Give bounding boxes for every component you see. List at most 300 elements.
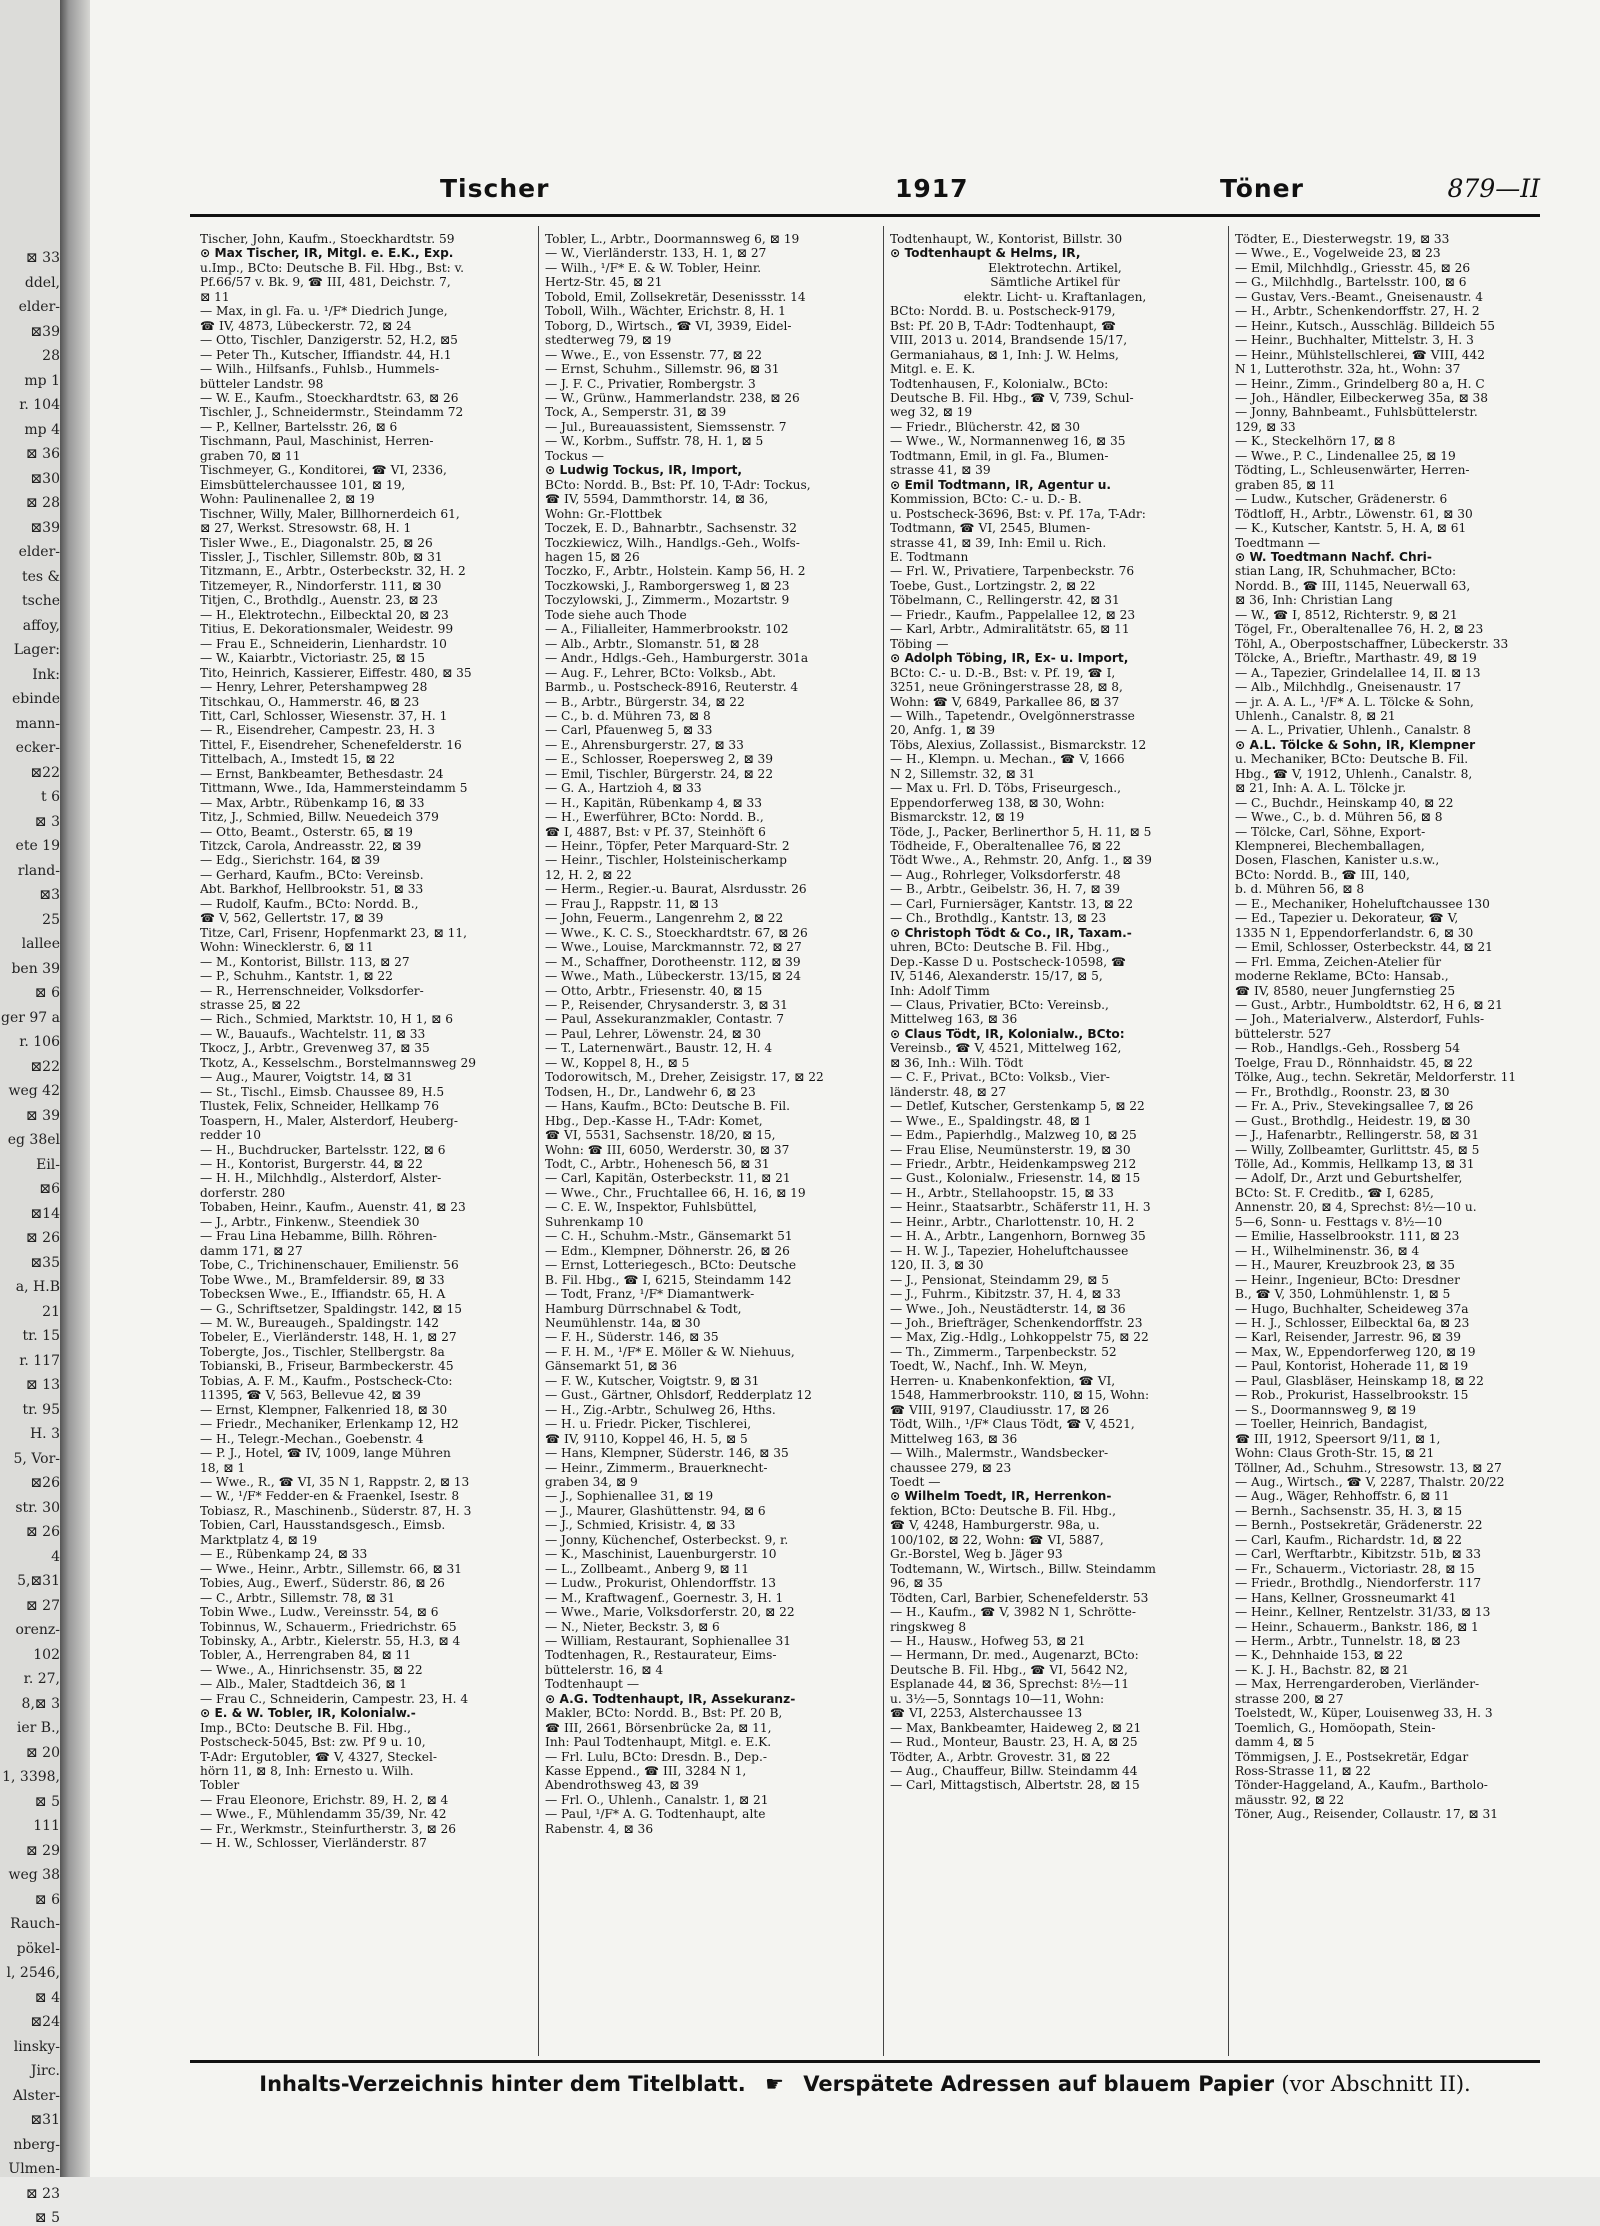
directory-entry: Abt. Barkhof, Hellbrookstr. 51, ⊠ 33 bbox=[200, 882, 424, 897]
directory-entry: — H., Maurer, Kreuzbrook 23, ⊠ 35 bbox=[1235, 1258, 1456, 1273]
directory-entry: Tittel, F., Eisendreher, Schenefelderstr. 16 bbox=[200, 737, 462, 752]
directory-entry: BCto: Nordd. B., ☎ III, 140, bbox=[1235, 867, 1410, 882]
directory-entry: — E., Ahrensburgerstr. 27, ⊠ 33 bbox=[545, 737, 744, 752]
directory-entry: — Wwe., C., b. d. Mühren 56, ⊠ 8 bbox=[1235, 810, 1443, 825]
directory-entry: 1548, Hammerbrookstr. 110, ⊠ 15, Wohn: bbox=[890, 1388, 1150, 1403]
directory-entry: Gänsemarkt 51, ⊠ 36 bbox=[545, 1359, 677, 1374]
column-3 bbox=[890, 232, 1220, 1793]
directory-entry: — H. A., Arbtr., Langenhorn, Bornweg 35 bbox=[890, 1229, 1146, 1244]
directory-entry: Todtmann, Emil, in gl. Fa., Blumen- bbox=[890, 448, 1109, 463]
margin-fragment: tr. 95 bbox=[22, 1401, 60, 1418]
directory-entry: — F. H., Süderstr. 146, ⊠ 35 bbox=[545, 1330, 719, 1345]
margin-fragment: tsche bbox=[22, 593, 60, 609]
directory-entry: Nordd. B., ☎ III, 1145, Neuerwall 63, bbox=[1235, 578, 1471, 593]
margin-fragment: 25 bbox=[42, 911, 60, 928]
directory-entry: stian Lang, IR, Schuhmacher, BCto: bbox=[1235, 564, 1457, 579]
directory-entry: — Wwe., A., Hinrichsenstr. 35, ⊠ 22 bbox=[200, 1662, 423, 1677]
margin-fragment: mp 4 bbox=[24, 421, 60, 438]
pointing-hand-icon: ☛ bbox=[765, 2072, 784, 2096]
header-last-name: Töner bbox=[1220, 174, 1304, 203]
directory-entry: Tobler, A., Herrengraben 84, ⊠ 11 bbox=[200, 1648, 412, 1663]
directory-entry: strasse 41, ⊠ 39 bbox=[890, 463, 991, 478]
directory-entry: — Jul., Bureauassistent, Siemssenstr. 7 bbox=[545, 419, 787, 434]
margin-fragment: ⊠ 6 bbox=[34, 985, 60, 1001]
directory-entry: Toczkowski, J., Ramborgersweg 1, ⊠ 23 bbox=[545, 578, 790, 593]
directory-entry: Tittelbach, A., Imstedt 15, ⊠ 22 bbox=[200, 752, 396, 767]
directory-entry: — H. H., Milchhdlg., Alsterdorf, Alster- bbox=[200, 1171, 442, 1186]
directory-entry: — Heinr., Ingenieur, BCto: Dresdner bbox=[1235, 1272, 1460, 1287]
directory-entry: Dep.-Kasse D u. Postscheck-10598, ☎ bbox=[890, 954, 1127, 969]
margin-fragment: ⊠24 bbox=[30, 2014, 60, 2030]
directory-entry: Eimsbüttelerchaussee 101, ⊠ 19, bbox=[200, 477, 406, 492]
directory-entry: — G. A., Hartzioh 4, ⊠ 33 bbox=[545, 781, 702, 796]
directory-entry: — Otto, Arbtr., Friesenstr. 40, ⊠ 15 bbox=[545, 983, 763, 998]
directory-entry: Hbg., ☎ V, 1912, Uhlenh., Canalstr. 8, bbox=[1235, 766, 1473, 781]
directory-entry: — C., Buchdr., Heinskamp 40, ⊠ 22 bbox=[1235, 795, 1454, 810]
directory-entry: u. 3½—5, Sonntags 10—11, Wohn: bbox=[890, 1691, 1105, 1706]
margin-fragment: ger 97 a bbox=[0, 1009, 60, 1026]
directory-entry: BCto: Nordd. B. u. Postscheck-9179, bbox=[890, 304, 1116, 319]
directory-entry: — N., Nieter, Beckstr. 3, ⊠ 6 bbox=[545, 1619, 720, 1634]
directory-entry: Inh: Paul Todtenhaupt, Mitgl. e. E.K. bbox=[545, 1735, 772, 1750]
directory-entry: — P., Reisender, Chrysanderstr. 3, ⊠ 31 bbox=[545, 998, 788, 1013]
directory-entry: Todtenhagen, R., Restaurateur, Eims- bbox=[545, 1648, 777, 1663]
directory-entry: Tobeler, E., Vierländerstr. 148, H. 1, ⊠ 27 bbox=[200, 1330, 457, 1345]
directory-entry: Titt, Carl, Schlosser, Wiesenstr. 37, H. 1 bbox=[200, 708, 448, 723]
directory-entry: — Herm., Regier.-u. Baurat, Alsrdusstr. 26 bbox=[545, 882, 807, 897]
directory-entry: Tobaben, Heinr., Kaufm., Auenstr. 41, ⊠ 23 bbox=[200, 1200, 466, 1215]
margin-fragment: ⊠ 26 bbox=[26, 1230, 60, 1246]
directory-entry: — Max u. Frl. D. Töbs, Friseurgesch., bbox=[890, 781, 1121, 796]
directory-entry: Mittelweg 163, ⊠ 36 bbox=[890, 1012, 1018, 1027]
directory-entry: — Ernst, Klempner, Falkenried 18, ⊠ 30 bbox=[200, 1402, 448, 1417]
directory-entry: — Friedr., Kaufm., Pappelallee 12, ⊠ 23 bbox=[890, 607, 1136, 622]
directory-entry: — Rudolf, Kaufm., BCto: Nordd. B., bbox=[200, 896, 419, 911]
directory-entry: Tobien, Carl, Hausstandsgesch., Eimsb. bbox=[200, 1518, 446, 1533]
directory-entry: — H., Wilhelminenstr. 36, ⊠ 4 bbox=[1235, 1243, 1420, 1258]
directory-entry: Tischler, J., Schneidermstr., Steindamm 72 bbox=[200, 405, 464, 420]
directory-entry: — Alb., Milchhdlg., Gneisenaustr. 17 bbox=[1235, 680, 1462, 695]
directory-entry: — W., Bauaufs., Wachtelstr. 11, ⊠ 33 bbox=[200, 1026, 426, 1041]
margin-fragment: H. 3 bbox=[29, 1426, 60, 1442]
margin-fragment: tes & bbox=[21, 568, 60, 585]
directory-entry: — H., Arbtr., Schenkendorffstr. 27, H. 2 bbox=[1235, 304, 1480, 319]
directory-entry: Eppendorferweg 138, ⊠ 30, Wohn: bbox=[890, 795, 1105, 810]
directory-entry: — A., Tapezier, Grindelallee 14, II. ⊠ 13 bbox=[1235, 665, 1481, 680]
column-1 bbox=[200, 232, 530, 1851]
directory-entry: — M. W., Bureaugeh., Spaldingstr. 142 bbox=[200, 1315, 440, 1330]
margin-fragment: elder- bbox=[18, 299, 60, 315]
margin-fragment: weg 38 bbox=[8, 1867, 60, 1883]
directory-entry: Toedt, W., Nachf., Inh. W. Meyn, bbox=[890, 1359, 1088, 1374]
directory-entry: Töbs, Alexius, Zollassist., Bismarckstr. 12 bbox=[890, 737, 1147, 752]
directory-entry: Abendrothsweg 43, ⊠ 39 bbox=[545, 1778, 699, 1793]
directory-entry: ⊙ Christoph Tödt & Co., IR, Taxam.- bbox=[890, 925, 1132, 940]
directory-entry: — Gust., Gärtner, Ohlsdorf, Redderplatz 12 bbox=[545, 1388, 812, 1403]
directory-entry: — Heinr., Arbtr., Charlottenstr. 10, H. 2 bbox=[890, 1214, 1135, 1229]
directory-entry: — B., Arbtr., Bürgerstr. 34, ⊠ 22 bbox=[545, 694, 745, 709]
directory-entry: uhren, BCto: Deutsche B. Fil. Hbg., bbox=[890, 940, 1110, 955]
directory-entry: strasse 41, ⊠ 39, Inh: Emil u. Rich. bbox=[890, 535, 1107, 550]
directory-entry: — A., Filialleiter, Hammerbrookstr. 102 bbox=[545, 622, 789, 637]
directory-entry: — Peter Th., Kutscher, Iffiandstr. 44, H.1 bbox=[200, 347, 452, 362]
directory-entry: Titschkau, O., Hammerstr. 46, ⊠ 23 bbox=[200, 694, 420, 709]
directory-entry: VIII, 2013 u. 2014, Brandsende 15/17, bbox=[890, 333, 1128, 348]
directory-entry: — J., Maurer, Glashüttenstr. 94, ⊠ 6 bbox=[545, 1503, 766, 1518]
directory-entry: Toebe, Gust., Lortzingstr. 2, ⊠ 22 bbox=[890, 578, 1096, 593]
margin-fragment: l, 2546, bbox=[6, 1965, 60, 1981]
directory-entry: — K., Maschinist, Lauenburgerstr. 10 bbox=[545, 1547, 777, 1562]
directory-entry: — Wilh., ¹/F* E. & W. Tobler, Heinr. bbox=[545, 260, 762, 275]
directory-entry: Tischner, Willy, Maler, Billhornerdeich 61, bbox=[200, 506, 460, 521]
directory-entry: — H., Ewerführer, BCto: Nordd. B., bbox=[545, 810, 764, 825]
margin-fragment: ⊠ 3 bbox=[34, 813, 60, 830]
directory-entry: — Emil, Tischler, Bürgerstr. 24, ⊠ 22 bbox=[545, 766, 774, 781]
directory-entry: N 2, Sillemstr. 32, ⊠ 31 bbox=[890, 766, 1036, 781]
directory-entry: — Heinr., Staatsarbtr., Schäferstr 11, H. 3 bbox=[890, 1200, 1151, 1215]
directory-entry: — Wwe., E., von Essenstr. 77, ⊠ 22 bbox=[545, 347, 763, 362]
directory-entry: — Aug., Maurer, Voigtstr. 14, ⊠ 31 bbox=[200, 1070, 413, 1085]
directory-entry: — Fr., Schauerm., Victoriastr. 28, ⊠ 15 bbox=[1235, 1561, 1475, 1576]
directory-entry: Hamburg Dürrschnabel & Todt, bbox=[545, 1301, 742, 1316]
directory-entry: Toczek, E. D., Bahnarbtr., Sachsenstr. 32 bbox=[545, 521, 798, 536]
directory-entry: Töllner, Ad., Schuhm., Stresowstr. 13, ⊠ 27 bbox=[1235, 1460, 1502, 1475]
directory-entry: — R., Herrenschneider, Volksdorfer- bbox=[200, 983, 424, 998]
directory-entry: — S., Doormannsweg 9, ⊠ 19 bbox=[1235, 1402, 1417, 1417]
margin-fragment: weg 42 bbox=[8, 1083, 60, 1099]
directory-entry: — J., Arbtr., Finkenw., Steendiek 30 bbox=[200, 1214, 420, 1229]
directory-entry: Tischmann, Paul, Maschinist, Herren- bbox=[200, 434, 434, 449]
directory-entry: — Todt, Franz, ¹/F* Diamantwerk- bbox=[545, 1287, 755, 1302]
directory-entry: ⊙ Max Tischer, IR, Mitgl. e. E.K., Exp. bbox=[200, 246, 454, 261]
margin-fragment: r. 104 bbox=[19, 397, 60, 413]
directory-entry: Töhl, A., Oberpostschaffner, Lübeckerstr. 33 bbox=[1235, 636, 1509, 651]
directory-entry: Herren- u. Knabenkonfektion, ☎ VI, bbox=[890, 1373, 1116, 1388]
directory-entry: — K., Steckelhörn 17, ⊠ 8 bbox=[1235, 434, 1396, 449]
directory-entry: — Wwe., Heinr., Arbtr., Sillemstr. 66, ⊠ 31 bbox=[200, 1561, 463, 1576]
margin-fragment: 102 bbox=[33, 1646, 60, 1663]
directory-entry: — J., Sophienallee 31, ⊠ 19 bbox=[545, 1489, 714, 1504]
directory-entry: — H., Kaufm., ☎ V, 3982 N 1, Schrötte- bbox=[890, 1605, 1136, 1620]
directory-entry: — M., Kraftwagenf., Goernestr. 3, H. 1 bbox=[545, 1590, 784, 1605]
directory-entry: Tödting, L., Schleusenwärter, Herren- bbox=[1235, 463, 1470, 478]
directory-entry: — Jonny, Bahnbeamt., Fuhlsbüttelerstr. bbox=[1235, 405, 1478, 420]
directory-entry: — Carl, Werftarbtr., Kibitzstr. 51b, ⊠ 33 bbox=[1235, 1547, 1482, 1562]
directory-entry: — Herm., Arbtr., Tunnelstr. 18, ⊠ 23 bbox=[1235, 1633, 1461, 1648]
footer-index-note: Inhalts-Verzeichnis hinter dem Titelblatt. bbox=[259, 2072, 746, 2096]
directory-entry: — Paul, Kontorist, Hoheradе 11, ⊠ 19 bbox=[1235, 1359, 1469, 1374]
directory-entry: — J., Schmied, Krisistr. 4, ⊠ 33 bbox=[545, 1518, 736, 1533]
directory-entry: Töbing — bbox=[890, 636, 949, 651]
directory-entry: — Aug., Chauffeur, Billw. Steindamm 44 bbox=[890, 1764, 1138, 1779]
directory-entry: — Heinr., Zimm., Grindelberg 80 a, H. C bbox=[1235, 376, 1485, 391]
directory-entry: — Paul, Glasbläser, Heinskamp 18, ⊠ 22 bbox=[1235, 1373, 1484, 1388]
directory-entry: — Gerhard, Kaufm., BCto: Vereinsb. bbox=[200, 867, 424, 882]
margin-fragment: ⊠ 5 bbox=[34, 1793, 60, 1810]
directory-entry: — Th., Zimmerm., Tarpenbeckstr. 52 bbox=[890, 1344, 1117, 1359]
directory-entry: — Rich., Schmied, Marktstr. 10, H 1, ⊠ 6 bbox=[200, 1012, 454, 1027]
directory-entry: — H. W., Schlosser, Vierländerstr. 87 bbox=[200, 1836, 427, 1851]
directory-entry: Tobler, L., Arbtr., Doormannsweg 6, ⊠ 19 bbox=[545, 232, 800, 246]
directory-entry: — Wilh., Tapetendr., Ovelgönnerstrasse bbox=[890, 708, 1135, 723]
directory-entry: — C. E. W., Inspektor, Fuhlsbüttel, bbox=[545, 1200, 757, 1215]
directory-entry: B., ☎ V, 350, Lohmühlenstr. 1, ⊠ 5 bbox=[1235, 1287, 1451, 1302]
directory-entry: — Carl, Pfauenweg 5, ⊠ 33 bbox=[545, 723, 713, 738]
directory-entry: Dosen, Flaschen, Kanister u.s.w., bbox=[1235, 853, 1440, 868]
directory-entry: — C., b. d. Mühren 73, ⊠ 8 bbox=[545, 708, 711, 723]
directory-entry: Titius, E. Dekorationsmaler, Weidestr. 99 bbox=[200, 622, 454, 637]
directory-entry: Tödter, A., Arbtr. Grovestr. 31, ⊠ 22 bbox=[890, 1749, 1111, 1764]
directory-entry: — J., Hafenarbtr., Rellingerstr. 58, ⊠ 31 bbox=[1235, 1128, 1479, 1143]
directory-entry: ringskweg 8 bbox=[890, 1619, 967, 1634]
directory-entry: — Ch., Brothdlg., Kantstr. 13, ⊠ 23 bbox=[890, 911, 1107, 926]
directory-entry: — Frl. O., Uhlenh., Canalstr. 1, ⊠ 21 bbox=[545, 1792, 769, 1807]
directory-entry: — Friedr., Arbtr., Heidenkampsweg 212 bbox=[890, 1157, 1137, 1171]
directory-entry: ⊙ Adolph Töbing, IR, Ex- u. Import, bbox=[890, 651, 1129, 666]
directory-entry: — H., Hausw., Hofweg 53, ⊠ 21 bbox=[890, 1633, 1086, 1648]
margin-fragment: Jirc. bbox=[30, 2063, 60, 2079]
directory-entry: — J. F. C., Privatier, Rombergstr. 3 bbox=[545, 376, 756, 391]
margin-fragment: ⊠ 28 bbox=[26, 495, 60, 511]
directory-entry: moderne Reklame, BCto: Hansab., bbox=[1235, 969, 1449, 984]
directory-entry: 5—6, Sonn- u. Festtags v. 8½—10 bbox=[1235, 1214, 1443, 1229]
directory-entry: — T., Laternenwärt., Baustr. 12, H. 4 bbox=[545, 1041, 773, 1056]
directory-entry: — H. W. J., Tapezier, Hoheluftchaussee bbox=[890, 1243, 1129, 1258]
directory-entry: — Hugo, Buchhalter, Scheideweg 37a bbox=[1235, 1301, 1469, 1316]
margin-fragment: Ink: bbox=[32, 666, 60, 683]
directory-entry: — H., Klempn. u. Mechan., ☎ V, 1666 bbox=[890, 752, 1125, 767]
directory-entry: Todtemann, W., Wirtsch., Billw. Steindamm bbox=[890, 1561, 1156, 1576]
directory-entry: Postscheck-5045, Bst: zw. Pf 9 u. 10, bbox=[200, 1735, 426, 1750]
directory-entry: Tockus — bbox=[545, 448, 604, 463]
directory-entry: Töde, J., Packer, Berlinerthor 5, H. 11, ⊠ 5 bbox=[890, 824, 1152, 839]
margin-fragment: r. 117 bbox=[19, 1352, 60, 1369]
directory-entry: Toczkiewicz, Wilh., Handlgs.-Geh., Wolfs- bbox=[545, 535, 800, 550]
directory-entry: graben 70, ⊠ 11 bbox=[200, 448, 301, 463]
directory-entry: Tölke, Aug., techn. Sekretär, Meldorferstr. 11 bbox=[1235, 1070, 1517, 1085]
directory-entry: Tobinsky, A., Arbtr., Kielerstr. 55, H.3, ⊠ 4 bbox=[200, 1633, 461, 1648]
directory-entry: — K., Dehnhaide 153, ⊠ 22 bbox=[1235, 1648, 1403, 1663]
page-footer bbox=[190, 2072, 1540, 2096]
directory-entry: ⊠ 27, Werkst. Stresowstr. 68, H. 1 bbox=[200, 521, 412, 536]
footer-section-note: (vor Abschnitt II). bbox=[1281, 2072, 1471, 2096]
directory-entry: 120, II. 3, ⊠ 30 bbox=[890, 1258, 984, 1273]
directory-entry: Wohn: Gr.-Flottbek bbox=[545, 506, 662, 521]
directory-entry: — Fr. A., Priv., Stevekingsallee 7, ⊠ 26 bbox=[1235, 1099, 1474, 1114]
directory-entry: ⊙ A.L. Tölcke & Sohn, IR, Klempner bbox=[1235, 737, 1476, 752]
directory-entry: ☎ III, 1912, Speersort 9/11, ⊠ 1, bbox=[1235, 1431, 1441, 1446]
directory-entry: Tödt Wwe., A., Rehmstr. 20, Anfg. 1., ⊠ 39 bbox=[890, 853, 1152, 868]
directory-entry: — Ed., Tapezier u. Dekorateur, ☎ V, bbox=[1235, 911, 1459, 926]
directory-entry: — Karl, Arbtr., Admiralitätstr. 65, ⊠ 11 bbox=[890, 622, 1130, 637]
directory-entry: — Frau Eleonore, Erichstr. 89, H. 2, ⊠ 4 bbox=[200, 1792, 449, 1807]
directory-entry: N 1, Lutterothstr. 32a, ht., Wohn: 37 bbox=[1235, 362, 1461, 377]
directory-entry: Elektrotechn. Artikel, bbox=[988, 260, 1122, 275]
directory-entry: — Wwe., Math., Lübeckerstr. 13/15, ⊠ 24 bbox=[545, 969, 802, 984]
directory-entry: ☎ I, 4887, Bst: v Pf. 37, Steinhöft 6 bbox=[545, 824, 766, 839]
directory-entry: Tobias, A. F. M., Kaufm., Postscheck-Cto: bbox=[200, 1373, 453, 1388]
directory-entry: ☎ IV, 4873, Lübeckerstr. 72, ⊠ 24 bbox=[200, 318, 412, 333]
directory-entry: — Aug., Rohrleger, Volksdorferstr. 48 bbox=[890, 867, 1121, 882]
directory-entry: — Andr., Hdlgs.-Geh., Hamburgerstr. 301a bbox=[545, 651, 809, 666]
directory-entry: — P., Schuhm., Kantstr. 1, ⊠ 22 bbox=[200, 969, 393, 984]
directory-entry: — Jonny, Küchenchef, Osterbeckst. 9, r. bbox=[545, 1532, 789, 1547]
directory-entry: — Frl. W., Privatiere, Tarpenbeckstr. 76 bbox=[890, 564, 1135, 579]
directory-entry: — Wwe., F., Mühlendamm 35/39, Nr. 42 bbox=[200, 1807, 447, 1822]
directory-entry: Imp., BCto: Deutsche B. Fil. Hbg., bbox=[200, 1720, 411, 1735]
directory-entry: b. d. Mühren 56, ⊠ 8 bbox=[1235, 882, 1365, 897]
directory-entry: — Frau Elise, Neumünsterstr. 19, ⊠ 30 bbox=[890, 1142, 1131, 1157]
directory-entry: Tobe, C., Trichinenschauer, Emilienstr. 56 bbox=[200, 1258, 459, 1273]
margin-fragment: pökel- bbox=[16, 1940, 60, 1957]
directory-entry: Tittmann, Wwe., Ida, Hammersteindamm 5 bbox=[200, 781, 468, 796]
directory-entry: — Edm., Papierhdlg., Malzweg 10, ⊠ 25 bbox=[890, 1128, 1137, 1143]
directory-entry: — Ernst, Bankbeamter, Bethesdastr. 24 bbox=[200, 766, 444, 781]
directory-entry: — Emilie, Hasselbrookstr. 111, ⊠ 23 bbox=[1235, 1229, 1460, 1244]
directory-entry: — Frl. Lulu, BCto: Dresdn. B., Dep.- bbox=[545, 1749, 767, 1764]
directory-entry: 1335 N 1, Eppendorferlandstr. 6, ⊠ 30 bbox=[1235, 925, 1474, 940]
directory-page bbox=[90, 0, 1600, 2177]
directory-entry: — Max, in gl. Fa. u. ¹/F* Diedrich Junge, bbox=[200, 304, 448, 319]
directory-entry: Titzemeyer, R., Nindorferstr. 111, ⊠ 30 bbox=[200, 578, 442, 593]
margin-fragment: Ulmen- bbox=[8, 2161, 60, 2177]
directory-entry: — Rud., Monteur, Baustr. 23, H. A, ⊠ 25 bbox=[890, 1735, 1138, 1750]
margin-fragment: ⊠39 bbox=[30, 519, 60, 536]
directory-entry: Wohn: Claus Groth-Str. 15, ⊠ 21 bbox=[1235, 1446, 1435, 1461]
margin-fragment: ⊠ 36 bbox=[26, 446, 60, 462]
directory-entry: damm 171, ⊠ 27 bbox=[200, 1243, 303, 1258]
directory-entry: 129, ⊠ 33 bbox=[1235, 419, 1296, 434]
directory-entry: graben 85, ⊠ 11 bbox=[1235, 477, 1336, 492]
directory-entry: ⊙ Wilhelm Toedt, IR, Herrenkon- bbox=[890, 1489, 1112, 1504]
directory-entry: — Fr., Brothdlg., Roonstr. 23, ⊠ 30 bbox=[1235, 1084, 1450, 1099]
directory-entry: Todsen, H., Dr., Landwehr 6, ⊠ 23 bbox=[545, 1084, 756, 1099]
directory-entry: Tödten, Carl, Barbier, Schenefelderstr. 53 bbox=[890, 1590, 1149, 1605]
directory-entry: BCto: St. F. Creditb., ☎ I, 6285, bbox=[1235, 1185, 1434, 1200]
directory-entry: Toedt — bbox=[890, 1474, 941, 1489]
directory-entry: — H. J., Schlosser, Eilbecktal 6a, ⊠ 23 bbox=[1235, 1315, 1470, 1330]
directory-entry: — Paul, Assekuranzmakler, Contastr. 7 bbox=[545, 1012, 784, 1027]
previous-page-margin bbox=[0, 0, 60, 2226]
directory-entry: Toczko, F., Arbtr., Holstein. Kamp 56, H. 2 bbox=[545, 564, 806, 579]
directory-entry: — W., Vierländerstr. 133, H. 1, ⊠ 27 bbox=[545, 246, 767, 261]
directory-entry: — Toeller, Heinrich, Bandagist, bbox=[1235, 1417, 1428, 1432]
directory-entry: strasse 200, ⊠ 27 bbox=[1235, 1691, 1344, 1706]
directory-entry: u. Postscheck-3696, Bst: v. Pf. 17a, T-Adr: bbox=[890, 506, 1146, 521]
directory-entry: — Max, Herrengarderoben, Vierländer- bbox=[1235, 1677, 1480, 1692]
directory-entry: ⊠ 11 bbox=[200, 289, 230, 304]
directory-entry: — Rob., Prokurist, Hasselbrookstr. 15 bbox=[1235, 1388, 1469, 1403]
directory-entry: — William, Restaurant, Sophienallee 31 bbox=[545, 1633, 791, 1648]
column-divider bbox=[1228, 226, 1229, 2056]
directory-entry: — Heinr., Töpfer, Peter Marquard-Str. 2 bbox=[545, 839, 790, 854]
directory-entry: Gr.-Borstel, Weg b. Jäger 93 bbox=[890, 1547, 1063, 1562]
directory-entry: elektr. Licht- u. Kraftanlagen, bbox=[963, 289, 1147, 304]
directory-entry: dorferstr. 280 bbox=[200, 1185, 286, 1200]
directory-entry: Todt, C., Arbtr., Hohenesch 56, ⊠ 31 bbox=[545, 1157, 770, 1171]
directory-entry: — Wilh., Malermstr., Wandsbecker- bbox=[890, 1446, 1109, 1461]
margin-fragment: ⊠ 29 bbox=[26, 1842, 60, 1859]
margin-fragment: ddel, bbox=[24, 274, 60, 291]
directory-entry: damm 4, ⊠ 5 bbox=[1235, 1735, 1315, 1750]
margin-fragment: ⊠ 6 bbox=[34, 1891, 60, 1908]
margin-fragment: ⊠ 23 bbox=[26, 2185, 60, 2202]
directory-entry: — M., Kontorist, Billstr. 113, ⊠ 27 bbox=[200, 954, 410, 969]
directory-entry: BCto: C.- u. D.-B., Bst: v. Pf. 19, ☎ I, bbox=[890, 665, 1116, 680]
directory-entry: T-Adr: Ergutobler, ☎ V, 4327, Steckel- bbox=[200, 1749, 437, 1764]
margin-fragment: ier B., bbox=[16, 1720, 60, 1736]
margin-fragment: ⊠ 27 bbox=[26, 1597, 60, 1614]
directory-entry: Tobin Wwe., Ludw., Vereinsstr. 54, ⊠ 6 bbox=[200, 1605, 439, 1620]
margin-fragment: str. 30 bbox=[15, 1499, 60, 1516]
directory-entry: Tödtloff, H., Arbtr., Löwenstr. 61, ⊠ 30 bbox=[1235, 506, 1473, 521]
directory-entry: Tobiasz, R., Maschinenb., Süderstr. 87, H. 3 bbox=[200, 1503, 472, 1518]
directory-entry: bütteler Landstr. 98 bbox=[200, 376, 324, 391]
margin-fragment: rland- bbox=[17, 862, 60, 879]
directory-entry: — H., Kapitän, Rübenkamp 4, ⊠ 33 bbox=[545, 795, 763, 810]
directory-entry: — Gust., Kolonialw., Friesenstr. 14, ⊠ 15 bbox=[890, 1171, 1141, 1186]
directory-entry: Mittelweg 163, ⊠ 36 bbox=[890, 1431, 1018, 1446]
directory-entry: Germaniahaus, ⊠ 1, Inh: J. W. Helms, bbox=[890, 347, 1119, 362]
margin-fragment: ebinde bbox=[12, 691, 60, 707]
directory-entry: — E., Mechaniker, Hoheluftchaussee 130 bbox=[1235, 896, 1490, 911]
directory-entry: 3251, neue Gröningerstrasse 28, ⊠ 8, bbox=[890, 680, 1123, 695]
directory-entry: — H., Zig.-Arbtr., Schulweg 26, Hths. bbox=[545, 1402, 776, 1417]
margin-fragment: ⊠35 bbox=[30, 1254, 60, 1271]
directory-entry: — Frau J., Rappstr. 11, ⊠ 13 bbox=[545, 896, 719, 911]
directory-entry: Toemlich, G., Homöopath, Stein- bbox=[1235, 1720, 1436, 1735]
directory-entry: Makler, BCto: Nordd. B., Bst: Pf. 20 B, bbox=[545, 1706, 783, 1721]
directory-entry: — Max, Bankbeamter, Haideweg 2, ⊠ 21 bbox=[890, 1720, 1142, 1735]
directory-entry: — Aug., Wirtsch., ☎ V, 2287, Thalstr. 20/22 bbox=[1235, 1474, 1505, 1489]
directory-entry: Tobinnus, W., Schauerm., Friedrichstr. 65 bbox=[200, 1619, 457, 1634]
directory-entry: ⊙ Ludwig Tockus, IR, Import, bbox=[545, 463, 743, 478]
directory-entry: chaussee 279, ⊠ 23 bbox=[890, 1460, 1012, 1475]
directory-entry: — Carl, Kaufm., Richardstr. 1d, ⊠ 22 bbox=[1235, 1532, 1462, 1547]
directory-entry: Titz, J., Schmied, Billw. Neuedeich 379 bbox=[200, 810, 439, 825]
margin-fragment: ⊠26 bbox=[30, 1475, 60, 1491]
directory-entry: E. Todtmann bbox=[890, 549, 969, 564]
directory-entry: Titze, Carl, Frisenr, Hopfenmarkt 23, ⊠ 11, bbox=[200, 925, 467, 940]
directory-entry: — Tölcke, Carl, Söhne, Export- bbox=[1235, 824, 1426, 839]
directory-entry: Vereinsb., ☎ V, 4521, Mittelweg 162, bbox=[890, 1041, 1122, 1056]
directory-entry: — Heinr., Schauerm., Bankstr. 186, ⊠ 1 bbox=[1235, 1619, 1479, 1634]
directory-entry: Bismarckstr. 12, ⊠ 19 bbox=[890, 810, 1025, 825]
directory-entry: — Frau C., Schneiderin, Campestr. 23, H. 4 bbox=[200, 1691, 469, 1706]
directory-entry: 100/102, ⊠ 22, Wohn: ☎ VI, 5887, bbox=[890, 1532, 1104, 1547]
directory-entry: Toborg, D., Wirtsch., ☎ VI, 3939, Eidel- bbox=[545, 318, 792, 333]
margin-fragment: tr. 15 bbox=[22, 1328, 60, 1344]
directory-entry: — Ernst, Lotteriegesch., BCto: Deutsche bbox=[545, 1258, 797, 1273]
directory-entry: Tölcke, A., Brieftr., Marthastr. 49, ⊠ 19 bbox=[1235, 651, 1477, 666]
margin-fragment: 4 bbox=[51, 1548, 60, 1565]
directory-entry: Tischmeyer, G., Konditorei, ☎ VI, 2336, bbox=[200, 463, 447, 478]
directory-entry: — K., Kutscher, Kantstr. 5, H. A, ⊠ 61 bbox=[1235, 521, 1467, 536]
directory-entry: Neumühlenstr. 14a, ⊠ 30 bbox=[545, 1315, 701, 1330]
margin-fragment: ⊠39 bbox=[30, 323, 60, 340]
directory-entry: — Heinr., Kutsch., Ausschläg. Billdeich 55 bbox=[1235, 318, 1496, 333]
directory-entry: — Emil, Schlosser, Osterbeckstr. 44, ⊠ 21 bbox=[1235, 940, 1493, 955]
directory-entry: Tödt, Wilh., ¹/F* Claus Tödt, ☎ V, 4521, bbox=[890, 1417, 1135, 1432]
directory-entry: — Carl, Furniersäger, Kantstr. 13, ⊠ 22 bbox=[890, 896, 1134, 911]
directory-entry: Tobold, Emil, Zollsekretär, Desenissstr. 14 bbox=[545, 289, 806, 304]
margin-fragment: r. 106 bbox=[19, 1034, 60, 1050]
directory-entry: — Joh., Händler, Eilbeckerweg 35a, ⊠ 38 bbox=[1235, 390, 1489, 405]
directory-entry: Marktplatz 4, ⊠ 19 bbox=[200, 1532, 318, 1547]
directory-entry: Rabenstr. 4, ⊠ 36 bbox=[545, 1821, 654, 1836]
directory-entry: ⊙ E. & W. Tobler, IR, Kolonialw.- bbox=[200, 1706, 416, 1721]
directory-entry: Pf.66/57 v. Bk. 9, ☎ III, 481, Deichstr. 7, bbox=[200, 275, 451, 290]
